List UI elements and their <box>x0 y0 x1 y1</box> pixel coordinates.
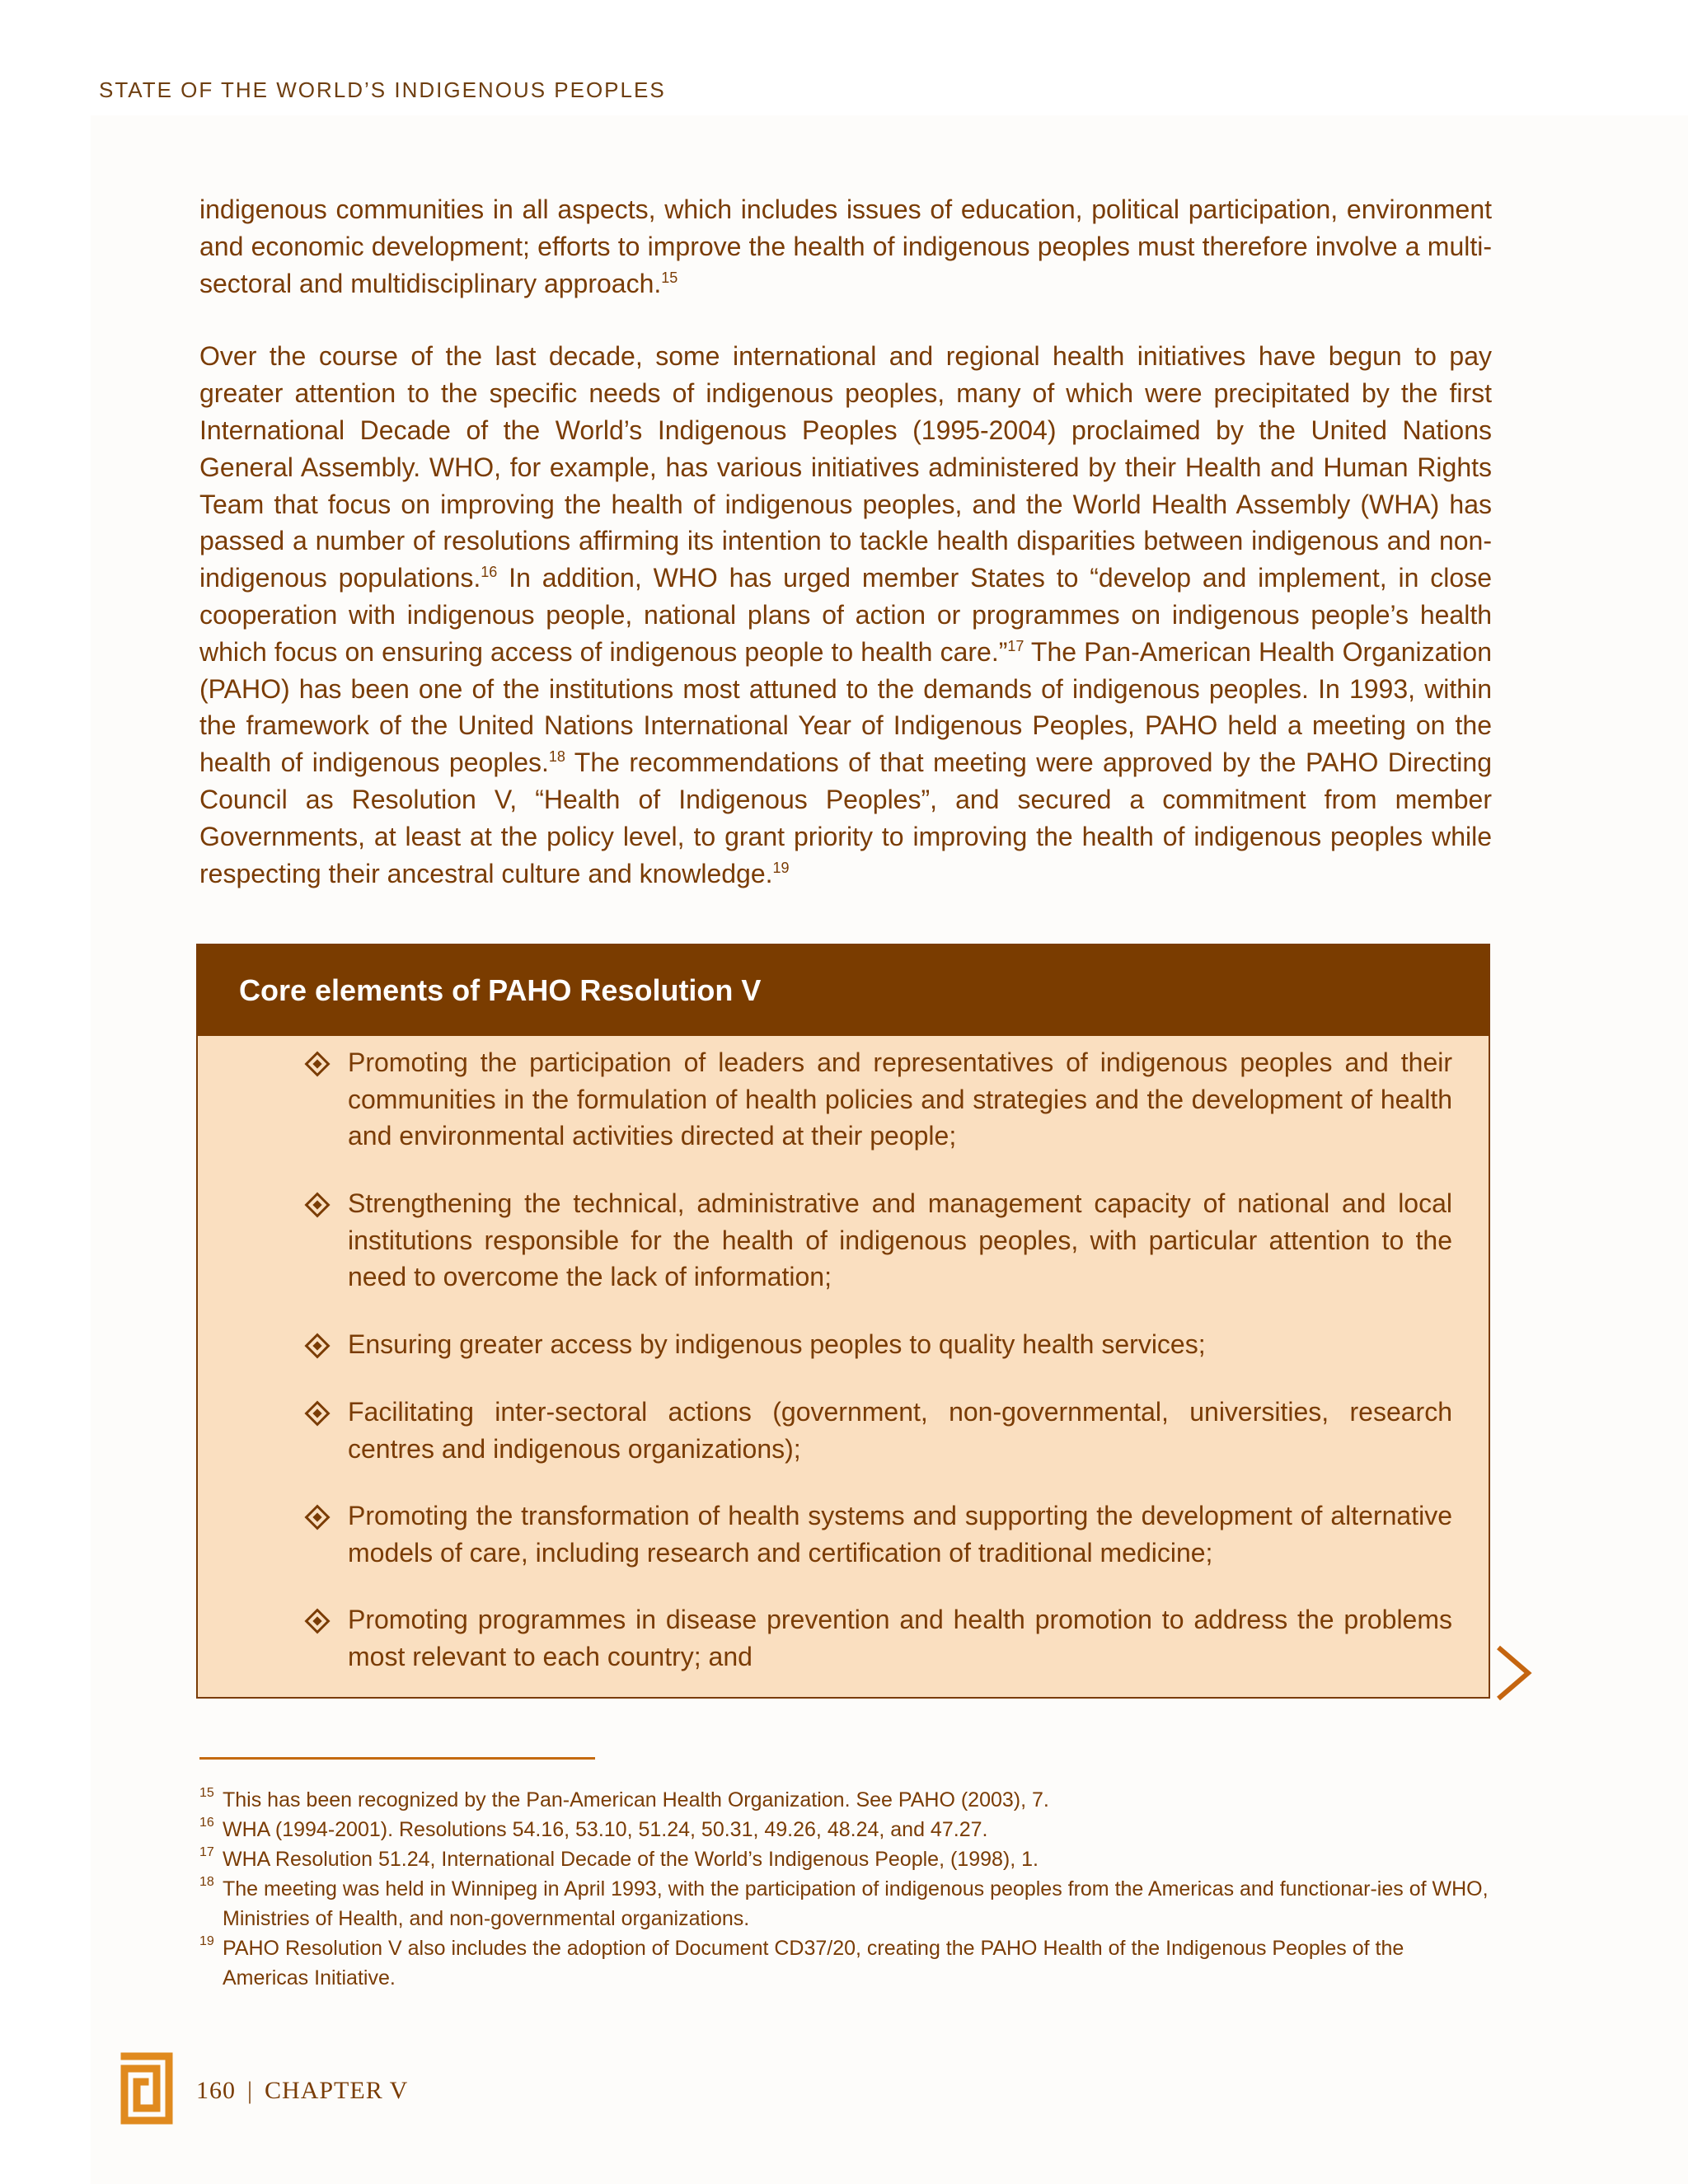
list-item-text: Strengthening the technical, administrative and management capacity of national and local institutions responsible for the health of indigenous peoples, with particular attention to the need to overcome the lack of information; <box>348 1188 1452 1291</box>
footnote-text: This has been recognized by the Pan-American Health Organization. See PAHO (2003), 7. <box>223 1788 1049 1811</box>
body-text <box>199 191 1492 892</box>
footnote-number: 18 <box>199 1875 214 1889</box>
footnote <box>199 1785 1492 1815</box>
chapter-label: CHAPTER V <box>265 2077 409 2104</box>
footnote-number: 17 <box>199 1845 214 1859</box>
paragraph-2-text-d: The recommendations of that meeting were approved by the PAHO Directing Council as Resolution V, “Health of Indigenous Peoples”, and secured a commitment from member Governments, at least at the policy level, to grant priority to improving the health of indigenous peoples while respecting their ancestral culture and knowledge. <box>199 748 1493 888</box>
footnote <box>199 1874 1492 1933</box>
footnote-ref-18[interactable]: 18 <box>548 748 565 766</box>
footnote <box>199 1815 1492 1844</box>
footnote-ref-15[interactable]: 15 <box>661 269 678 286</box>
paragraph-1-text: indigenous communities in all aspects, which includes issues of education, political participation, environment and economic development; efforts to improve the health of indigenous peoples must therefore involve a multi-sectoral and multidisciplinary approach. <box>199 194 1492 298</box>
resolution-box <box>196 944 1490 1699</box>
chevron-right-icon[interactable] <box>1490 1644 1540 1702</box>
list-item <box>348 1601 1452 1675</box>
paragraph-2-text-a: Over the course of the last decade, some international and regional health initiatives have begun to pay greater attention to the specific needs of indigenous peoples, many of which were precipitated by the first International Decade of the World’s Indigenous Peoples (1995-2004) proclaimed by the United Nations General Assembly. WHO, for example, has various initiatives administered by their Health and Human Rights Team that focus on improving the health of indigenous peoples, and the World Health Assembly (WHA) has passed a number of resolutions affirming its intention to tackle health disparities between indigenous and non-indigenous populations. <box>199 341 1492 593</box>
list-item <box>348 1044 1452 1155</box>
footnote-text: WHA (1994-2001). Resolutions 54.16, 53.10, 51.24, 50.31, 49.26, 48.24, and 47.27. <box>223 1818 988 1841</box>
footnote-ref-19[interactable]: 19 <box>772 859 790 876</box>
folio <box>196 2077 408 2105</box>
footnote-ref-17[interactable]: 17 <box>1007 637 1025 654</box>
paragraph-2 <box>199 338 1492 892</box>
footnote-number: 16 <box>199 1816 214 1830</box>
footnote <box>199 1844 1492 1874</box>
list-item <box>348 1185 1452 1296</box>
list-item <box>348 1394 1452 1467</box>
diamond-bullet-icon <box>304 1608 330 1633</box>
list-item <box>348 1497 1452 1571</box>
footnote-number: 19 <box>199 1934 214 1948</box>
footnote-text: WHA Resolution 51.24, International Decade of the World’s Indigenous People, (1998), 1. <box>223 1848 1039 1871</box>
footnote-text: The meeting was held in Winnipeg in April 1993, with the participation of indigenous peoples from the Americas and functionar-ies of WHO, Ministries of Health, and non-governmental organizations. <box>223 1877 1489 1930</box>
diamond-bullet-icon <box>304 1051 330 1076</box>
list-item <box>348 1326 1452 1363</box>
footnote-number: 15 <box>199 1786 214 1800</box>
list-item-text: Ensuring greater access by indigenous peoples to quality health services; <box>348 1329 1206 1359</box>
paragraph-2-text-c: The Pan-American Health Organization (PAHO) has been one of the institutions most attuned to the demands of indigenous peoples. In 1993, within the framework of the United Nations International Year of Indigenous Peoples, PAHO held a meeting on the health of indigenous peoples. <box>199 636 1493 778</box>
diamond-bullet-icon <box>304 1400 330 1426</box>
footnote-text: PAHO Resolution V also includes the adoption of Document CD37/20, creating the PAHO Health of the Indigenous Peoples of the Americas Initiative. <box>223 1937 1404 1990</box>
list-item-text: Facilitating inter-sectoral actions (government, non-governmental, universities, research centres and indigenous organizations); <box>348 1397 1452 1464</box>
page-number: 160 <box>196 2077 236 2104</box>
diamond-bullet-icon <box>304 1504 330 1530</box>
folio-separator: | <box>247 2077 254 2104</box>
running-head: STATE OF THE WORLD’S INDIGENOUS PEOPLES <box>99 77 666 102</box>
footnote <box>199 1933 1492 1993</box>
footnote-ref-16[interactable]: 16 <box>481 564 498 581</box>
footnote-rule <box>199 1757 595 1760</box>
list-item-text: Promoting the participation of leaders and representatives of indigenous peoples and their communities in the formulation of health policies and strategies and the development of health and environmental activities directed at their people; <box>348 1047 1452 1151</box>
list-item-text: Promoting programmes in disease prevention and health promotion to address the problems most relevant to each country; and <box>348 1605 1452 1671</box>
list-item-text: Promoting the transformation of health systems and supporting the development of alternative models of care, including research and certification of traditional medicine; <box>348 1501 1452 1568</box>
diamond-bullet-icon <box>304 1192 330 1217</box>
box-title: Core elements of PAHO Resolution V <box>198 945 1489 1036</box>
footnotes <box>199 1785 1492 1993</box>
paragraph-2-text-b: In addition, WHO has urged member States to “develop and implement, in close cooperation with indigenous people, national plans of action or programmes on indigenous people’s health which focus on ensuring access of indigenous people to health care.” <box>199 563 1493 667</box>
diamond-bullet-icon <box>304 1333 330 1358</box>
spiral-logo-icon <box>120 2052 173 2125</box>
paragraph-1 <box>199 191 1492 302</box>
